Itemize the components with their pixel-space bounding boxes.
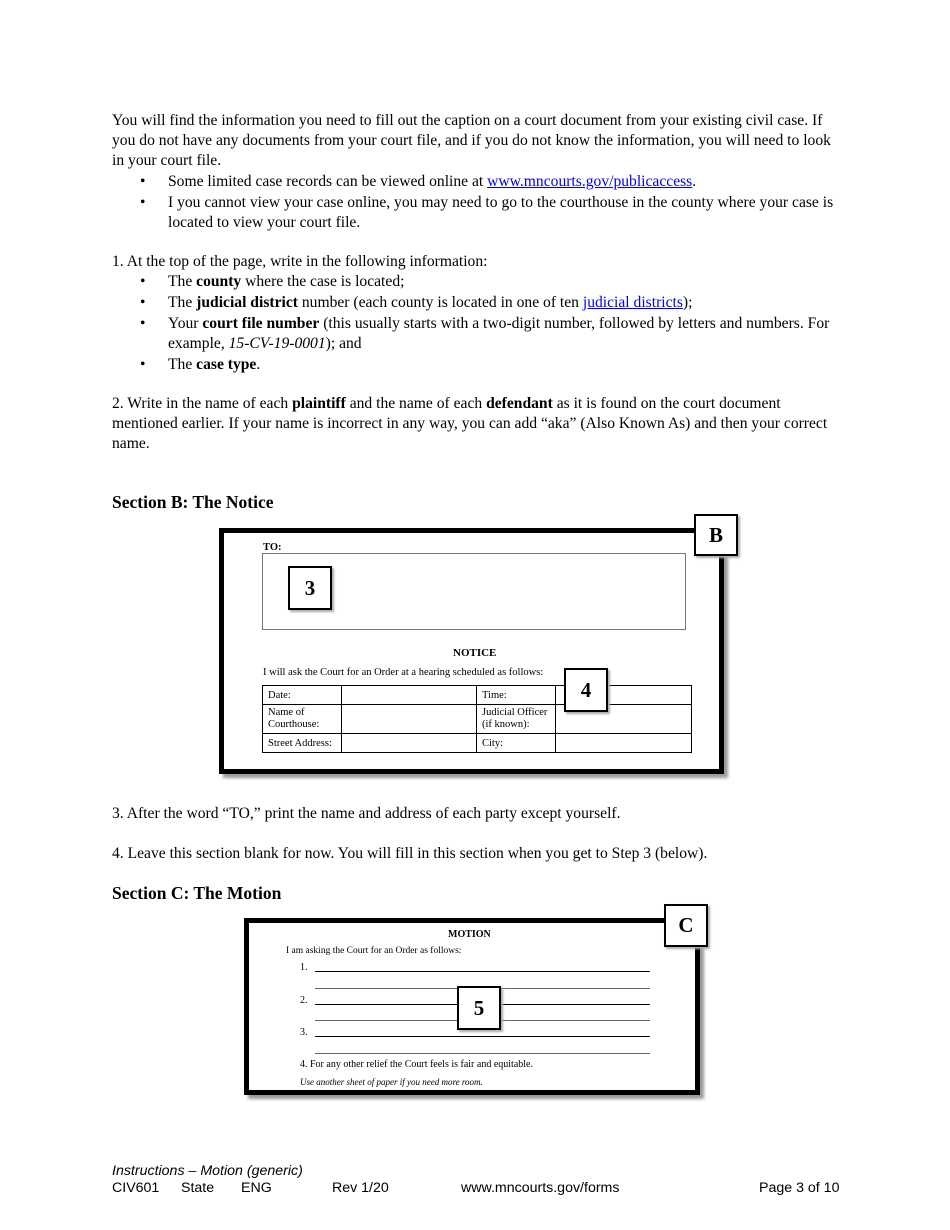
marker-3: 3 <box>288 566 332 610</box>
hearing-table: Date: Time: Name of Courthouse: Judicial Officer (if known): Street Address: City: <box>262 685 692 753</box>
bullet-icon: • <box>140 356 146 373</box>
notice-title: NOTICE <box>453 647 497 659</box>
step2-paragraph: 2. Write in the name of each plaintiff and the name of each defendant as it is found on the court document mentioned earlier. If your name is incorrect in any way, you can add “aka” (Also Known As) and then your correct name. <box>112 395 828 452</box>
marker-5: 5 <box>457 986 501 1030</box>
step3-paragraph: 3. After the word “TO,” print the name and address of each party except yourself. <box>112 805 621 822</box>
section-c-heading: Section C: The Motion <box>112 883 282 903</box>
marker-4: 4 <box>564 668 608 712</box>
section-c-tag: C <box>664 904 708 947</box>
step4-paragraph: 4. Leave this section blank for now. You will fill in this section when you get to Step 3 (below). <box>112 845 708 862</box>
motion-line: I am asking the Court for an Order as follows: <box>286 946 462 956</box>
step1-lead: 1. At the top of the page, write in the following information: <box>112 253 488 270</box>
footer-state: State <box>181 1180 215 1196</box>
bullet-icon: • <box>140 294 146 311</box>
motion-note: Use another sheet of paper if you need more room. <box>300 1077 483 1087</box>
intro-paragraph: You will find the information you need to fill out the caption on a court document from your existing civil case. If you do not have any documents from your court file, and if you do not know the information, you will need to look in your court file. <box>112 112 831 169</box>
bullet-icon: • <box>140 315 146 332</box>
bullet-icon: • <box>140 273 146 290</box>
notice-line: I will ask the Court for an Order at a hearing scheduled as follows: <box>263 667 544 678</box>
footer-url: www.mncourts.gov/forms <box>461 1180 620 1196</box>
bullet-icon: • <box>140 194 146 211</box>
footer-form-code: CIV601 <box>112 1180 160 1196</box>
motion-title: MOTION <box>448 929 491 940</box>
footer-page-number: Page 3 of 10 <box>759 1180 840 1196</box>
judicial-districts-link[interactable]: judicial districts <box>582 294 683 311</box>
section-b-heading: Section B: The Notice <box>112 492 274 512</box>
footer-language: ENG <box>241 1180 272 1196</box>
public-access-link[interactable]: www.mncourts.gov/publicaccess <box>487 173 693 190</box>
bullet-icon: • <box>140 173 146 190</box>
motion-figure: MOTION I am asking the Court for an Order as follows: 1. 2. 3. 4. For any other relief the Court feels is fair and equitable. Use another sheet of paper if you need more room. <box>244 918 700 1095</box>
section-b-tag: B <box>694 514 738 556</box>
motion-item-4: 4. For any other relief the Court feels is fair and equitable. <box>300 1059 533 1070</box>
to-label: TO: <box>263 542 282 553</box>
notice-figure <box>219 528 724 774</box>
footer-title: Instructions – Motion (generic) <box>112 1163 303 1179</box>
footer-revision: Rev 1/20 <box>332 1180 389 1196</box>
